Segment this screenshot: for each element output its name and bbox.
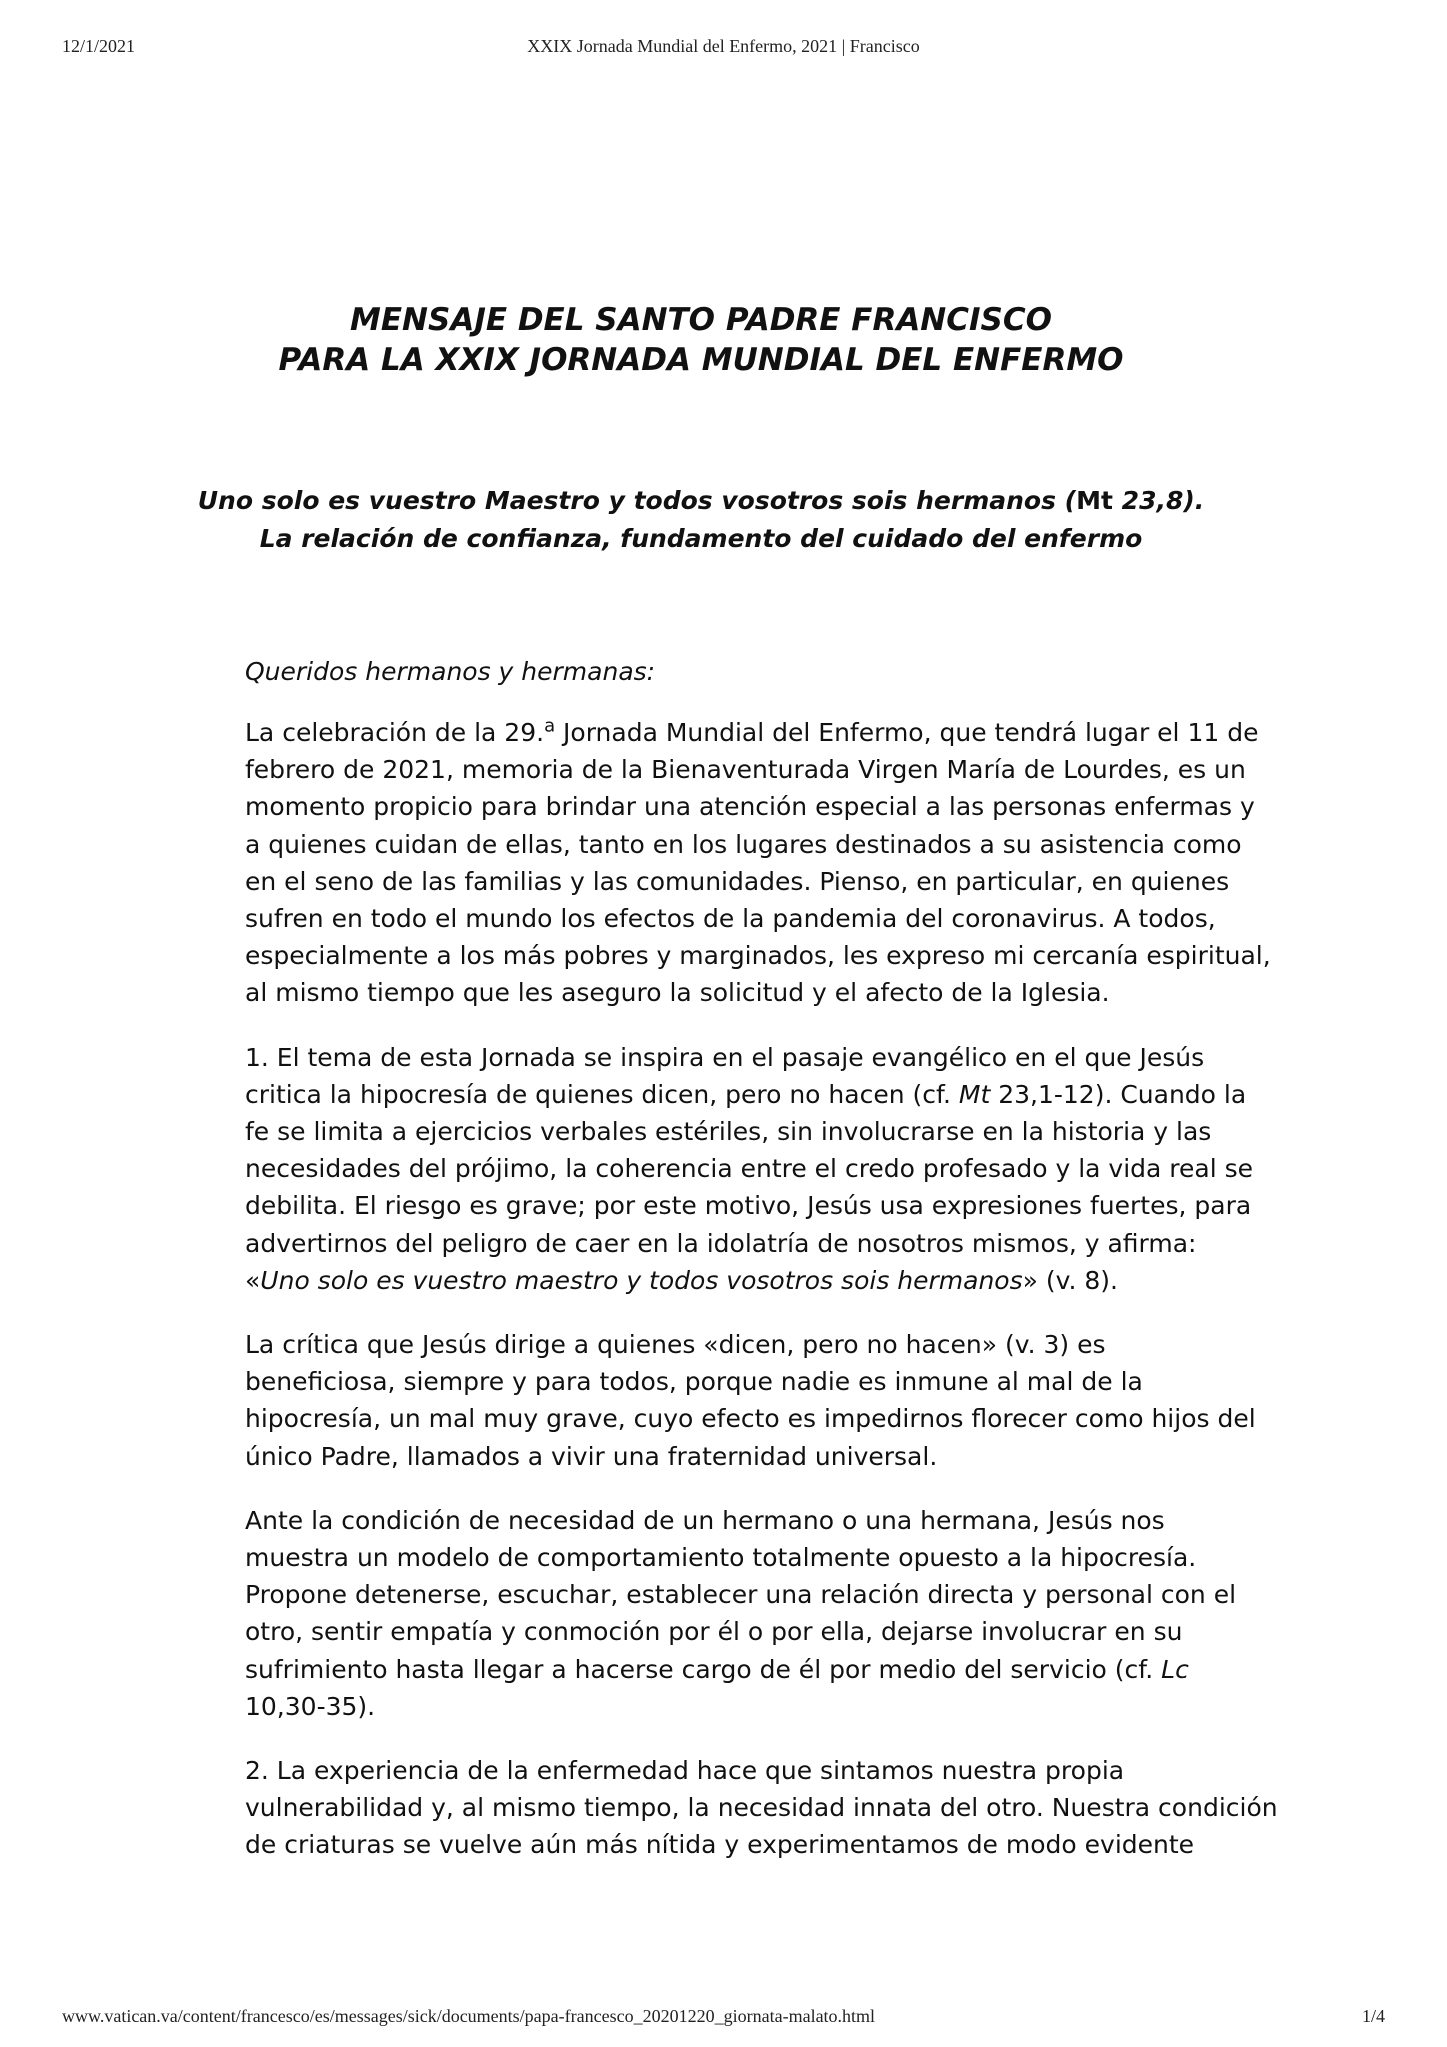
text-line: en el seno de las familias y las comunidades. Pienso, en particular, en quienes <box>245 866 1230 896</box>
subtitle-ref-number: 23,8). <box>1112 486 1205 515</box>
text-segment: » (v. 8). <box>1022 1265 1118 1295</box>
paragraph-intro <box>245 714 1271 1012</box>
text-line: advertirnos del peligro de caer en la idolatría de nosotros mismos, y afirma: <box>245 1228 1197 1258</box>
paragraph-critique <box>245 1326 1256 1475</box>
scripture-ref: Mt <box>958 1079 991 1109</box>
title-line-1: MENSAJE DEL SANTO PADRE FRANCISCO <box>350 302 1052 338</box>
print-page-title: XXIX Jornada Mundial del Enfermo, 2021 | Francisco <box>527 36 920 56</box>
salutation: Queridos hermanos y hermanas: <box>245 657 656 686</box>
text-line: beneficiosa, siempre y para todos, porque nadie es inmune al mal de la <box>245 1367 1143 1397</box>
text-line: al mismo tiempo que les aseguro la solicitud y el afecto de la Iglesia. <box>245 978 1110 1008</box>
text-segment: La celebración de la 29. <box>245 718 545 747</box>
text-line: 2. La experiencia de la enfermedad hace que sintamos nuestra propia <box>245 1756 1125 1786</box>
text-line: sufren en todo el mundo los efectos de la pandemia del coronavirus. A todos, <box>245 904 1216 934</box>
text-line: único Padre, llamados a vivir una fraternidad universal. <box>245 1441 938 1471</box>
quotation-italic: Uno solo es vuestro maestro y todos vosotros sois hermanos <box>260 1265 1023 1295</box>
text-line: muestra un modelo de comportamiento totalmente opuesto a la hipocresía. <box>245 1543 1197 1573</box>
print-footer <box>0 2006 1447 2030</box>
text-line: a quienes cuidan de ellas, tanto en los lugares destinados a su asistencia como <box>245 829 1242 859</box>
scripture-ref: Lc <box>1161 1654 1189 1684</box>
ordinal-superscript: a <box>544 715 556 737</box>
text-line: especialmente a los más pobres y marginados, les expreso mi cercanía espiritual, <box>245 941 1271 971</box>
text-line: vulnerabilidad y, al mismo tiempo, la necesidad innata del otro. Nuestra condición <box>245 1793 1278 1823</box>
print-header <box>0 36 1447 60</box>
paragraph-section-2 <box>245 1752 1278 1864</box>
text-line <box>245 1262 1195 1299</box>
title-line-2: PARA LA XXIX JORNADA MUNDIAL DEL ENFERMO <box>278 342 1124 378</box>
text-line: Propone detenerse, escuchar, establecer una relación directa y personal con el <box>245 1580 1237 1610</box>
text-line: de criaturas se vuelve aún más nítida y experimentamos de modo evidente <box>245 1830 1195 1860</box>
print-page-number: 1/4 <box>1361 2006 1385 2026</box>
text-line: La crítica que Jesús dirige a quienes «dicen, pero no hacen» (v. 3) es <box>245 1330 1106 1360</box>
text-line: debilita. El riesgo es grave; por este motivo, Jesús usa expresiones fuertes, para <box>245 1191 1252 1221</box>
text-segment: Jornada Mundial del Enfermo, que tendrá lugar el 11 de <box>555 718 1259 747</box>
document-subtitle <box>197 482 1205 558</box>
paragraph-model <box>245 1502 1237 1725</box>
paragraph-section-1 <box>245 1039 1254 1299</box>
text-segment: 23,1-12). Cuando la <box>990 1079 1247 1109</box>
text-line: otro, sentir empatía y conmoción por él o por ella, dejarse involucrar en su <box>245 1617 1183 1647</box>
subtitle-ref-book: Mt <box>1076 486 1113 515</box>
text-line: momento propicio para brindar una atención especial a las personas enfermas y <box>245 792 1255 822</box>
text-segment: critica la hipocresía de quienes dicen, pero no hacen (cf. <box>245 1079 959 1109</box>
subtitle-line-2: La relación de confianza, fundamento del cuidado del enfermo <box>259 524 1143 553</box>
document-title <box>197 300 1205 380</box>
text-line: Ante la condición de necesidad de un hermano o una hermana, Jesús nos <box>245 1505 1165 1535</box>
text-line: febrero de 2021, memoria de la Bienaventurada Virgen María de Lourdes, es un <box>245 755 1246 785</box>
subtitle-line-1 <box>197 482 1205 520</box>
text-line <box>245 714 1259 751</box>
text-line: hipocresía, un mal muy grave, cuyo efecto es impedirnos florecer como hijos del <box>245 1404 1256 1434</box>
text-line: 1. El tema de esta Jornada se inspira en el pasaje evangélico en el que Jesús <box>245 1042 1205 1072</box>
text-segment: sufrimiento hasta llegar a hacerse cargo de él por medio del servicio (cf. <box>245 1654 1162 1684</box>
text-line <box>245 1076 1247 1113</box>
print-date: 12/1/2021 <box>62 36 136 56</box>
text-segment: « <box>245 1265 261 1295</box>
print-url: www.vatican.va/content/francesco/es/messages/sick/documents/papa-francesco_20201220_giornata-malato.html <box>62 2006 876 2026</box>
text-line: fe se limita a ejercicios verbales estériles, sin involucrarse en la historia y las <box>245 1117 1212 1147</box>
subtitle-text: Uno solo es vuestro Maestro y todos vosotros sois hermanos ( <box>197 486 1077 515</box>
document-body <box>197 300 1278 1864</box>
text-line <box>245 1651 1195 1688</box>
text-line: necesidades del prójimo, la coherencia entre el credo profesado y la vida real se <box>245 1154 1254 1184</box>
text-line: 10,30-35). <box>245 1691 376 1721</box>
